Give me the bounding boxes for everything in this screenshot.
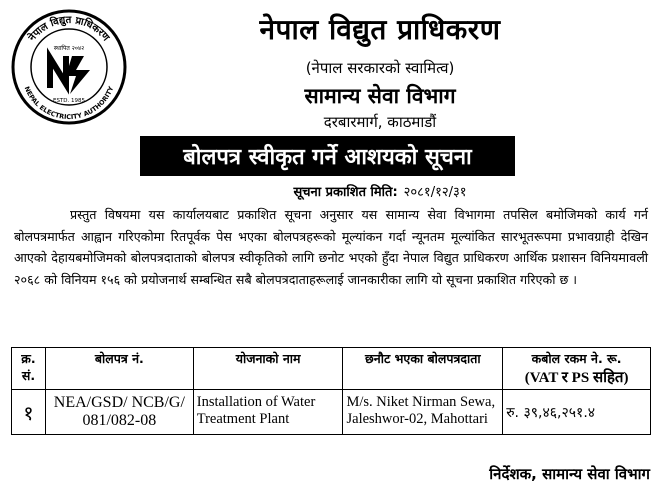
logo-slogan: स्थापित २०४२ (53, 45, 85, 52)
cell-project: Installation of Water Treatment Plant (193, 390, 343, 435)
ownership: (नेपाल सरकारको स्वामित्व) (305, 59, 455, 77)
notice-body: प्रस्तुत विषयमा यस कार्यालयबाट प्रकाशित सूचना अनुसार यस सामान्य सेवा विभागमा तपसिल बमोजिमको कार्य गर्न बोलपत्रमार्फत आह्वान गरिएकोमा रितपूर्वक पेस भएका बोलपत्रहरूको मूल्यांकन गर्दा न्यूनतम मूल्यांकित सारभूतरूपमा प्रभावग्राही देखिन आएको देहायबमोजिमको बोलपत्रदाताको बोलपत्र स्वीकृतिको लागि छनोट भएको हुँदा नेपाल विद्युत प्राधिकरण आर्थिक प्रशासन विनियमावली २०६८ को विनियम १५६ को प्रयोजनार्थ सम्बन्धित सबै बोलपत्रदाताहरूलाई जानकारीका लागि यो सूचना प्रकाशित गरिएको छ । (14, 207, 648, 287)
department: सामान्य सेवा विभाग (304, 84, 456, 108)
logo-est: ESTD. 1985 (52, 98, 86, 104)
table-row (12, 390, 651, 435)
award-table (11, 347, 651, 435)
publish-date: २०८१/१२/३१ (403, 185, 467, 200)
logo-ring-text-np: नेपाल विद्युत प्राधिकरण (26, 14, 112, 44)
cell-bidder: M/s. Niket Nirman Sewa, Jaleshwor-02, Mahottari (343, 390, 503, 435)
table-header-row (12, 348, 651, 390)
notice-title: बोलपत्र स्वीकृत गर्ने आशयको सूचना (140, 136, 515, 176)
cell-amount: रु. ३९,४६,२५१.४ (503, 390, 651, 435)
col-sn: क्र. सं. (12, 348, 46, 390)
publish-label: सूचना प्रकाशित मिति: (293, 185, 398, 200)
col-bid-no: बोलपत्र नं. (45, 348, 193, 390)
nea-logo (10, 8, 128, 126)
signature: निर्देशक, सामान्य सेवा विभाग (489, 465, 650, 483)
cell-bid-no: NEA/GSD/ NCB/G/ 081/082-08 (45, 390, 193, 435)
address: दरबारमार्ग, काठमाडौं (323, 113, 437, 131)
org-name: नेपाल विद्युत प्राधिकरण (259, 13, 501, 46)
col-amount: कबोल रकम ने. रू. (VAT र PS सहित) (503, 348, 651, 390)
publish-date-line (140, 182, 620, 200)
cell-sn: १ (12, 390, 46, 435)
col-project: योजनाको नाम (193, 348, 343, 390)
col-bidder: छनौट भएका बोलपत्रदाता (343, 348, 503, 390)
logo-ring-text: NEPAL ELECTRICITY AUTHORITY (22, 85, 116, 122)
